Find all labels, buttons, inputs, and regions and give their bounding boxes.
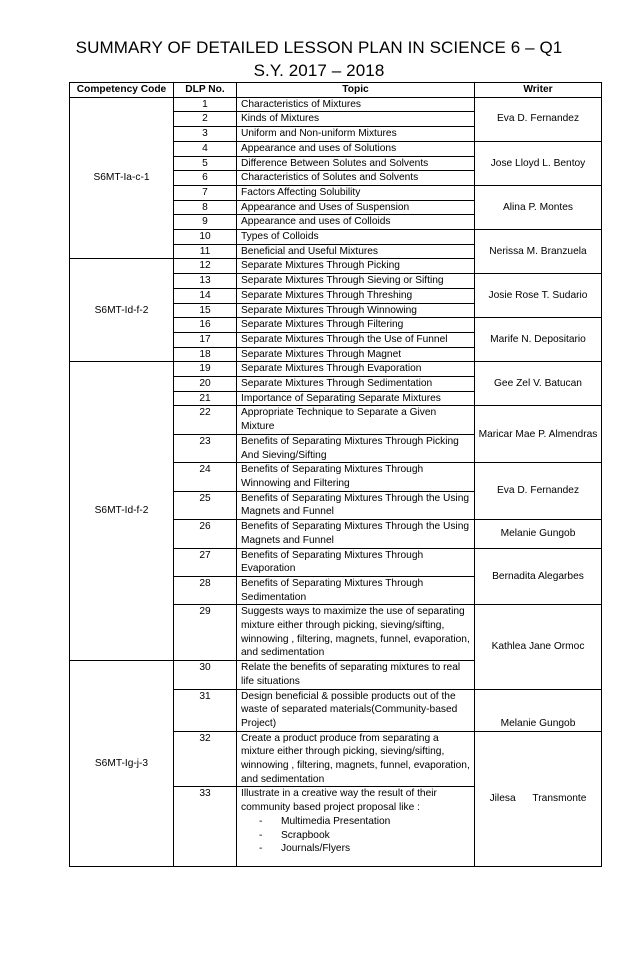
writer-cell: Jose Lloyd L. Bentoy	[475, 141, 602, 185]
dlp-number: 31	[174, 689, 237, 731]
topic-cell: Kinds of Mixtures	[237, 112, 475, 127]
writer-cell: Alina P. Montes	[475, 185, 602, 229]
topic-cell: Design beneficial & possible products out of the waste of separated materials(Community-based Project)	[237, 689, 475, 731]
writer-cell: Eva D. Fernandez	[475, 463, 602, 520]
topic-cell: Factors Affecting Solubility	[237, 185, 475, 200]
list-item: - Scrapbook	[259, 829, 330, 841]
project-output-list	[241, 815, 472, 856]
writer-cell: Marife N. Depositario	[475, 318, 602, 362]
dlp-number: 20	[174, 377, 237, 392]
dlp-number: 4	[174, 141, 237, 156]
topic-cell: Benefits of Separating Mixtures Through the Using Magnets and Funnel	[237, 491, 475, 519]
competency-code-cell: S6MT-Id-f-2	[70, 362, 174, 661]
table-row	[70, 362, 602, 377]
topic-cell: Separate Mixtures Through Filtering	[237, 318, 475, 333]
dlp-number: 18	[174, 347, 237, 362]
writer-cell: Bernadita Alegarbes	[475, 548, 602, 605]
dlp-number: 23	[174, 434, 237, 462]
header-competency-code: Competency Code	[70, 83, 174, 98]
dlp-number: 10	[174, 230, 237, 245]
dlp-number: 16	[174, 318, 237, 333]
list-item: - Multimedia Presentation	[259, 815, 391, 827]
topic-cell: Suggests ways to maximize the use of separating mixture either through picking, sieving/sifting, winnowing , filtering, magnets, funnel, evaporation, and sedimentation	[237, 605, 475, 661]
topic-cell: Appearance and Uses of Suspension	[237, 200, 475, 215]
list-dash: -	[259, 815, 263, 827]
list-dash: -	[259, 829, 263, 841]
topic-cell: Relate the benefits of separating mixtures to real life situations	[237, 661, 475, 689]
dlp-number: 6	[174, 171, 237, 186]
writer-cell: Melanie Gungob	[475, 689, 602, 731]
topic-cell: Separate Mixtures Through Sedimentation	[237, 377, 475, 392]
topic-cell: Benefits of Separating Mixtures Through Sedimentation	[237, 576, 475, 604]
topic-cell: Characteristics of Solutes and Solvents	[237, 171, 475, 186]
writer-cell: Kathlea Jane Ormoc	[475, 605, 602, 689]
topic-cell: Appearance and uses of Solutions	[237, 141, 475, 156]
dlp-number: 5	[174, 156, 237, 171]
dlp-number: 27	[174, 548, 237, 576]
dlp-number: 19	[174, 362, 237, 377]
dlp-number: 1	[174, 97, 237, 112]
dlp-number: 17	[174, 332, 237, 347]
writer-cell: Josie Rose T. Sudario	[475, 274, 602, 318]
topic-cell: Separate Mixtures Through Sieving or Sifting	[237, 274, 475, 289]
topic-text: Illustrate in a creative way the result of their community based project proposal like :	[241, 788, 437, 814]
dlp-number: 3	[174, 127, 237, 142]
competency-code-cell: S6MT-Ia-c-1	[70, 97, 174, 259]
topic-cell: Characteristics of Mixtures	[237, 97, 475, 112]
dlp-number: 25	[174, 491, 237, 519]
topic-cell: Uniform and Non-uniform Mixtures	[237, 127, 475, 142]
topic-cell: Benefits of Separating Mixtures Through Picking And Sieving/Sifting	[237, 434, 475, 462]
dlp-number: 32	[174, 731, 237, 787]
topic-cell: Separate Mixtures Through Magnet	[237, 347, 475, 362]
dlp-number: 14	[174, 288, 237, 303]
dlp-number: 30	[174, 661, 237, 689]
topic-cell: Separate Mixtures Through Evaporation	[237, 362, 475, 377]
writer-cell: Maricar Mae P. Almendras	[475, 406, 602, 463]
topic-cell: Importance of Separating Separate Mixtures	[237, 391, 475, 406]
header-topic: Topic	[237, 83, 475, 98]
topic-cell: Separate Mixtures Through Threshing	[237, 288, 475, 303]
dlp-number: 12	[174, 259, 237, 274]
dlp-number: 33	[174, 787, 237, 867]
topic-cell: Create a product produce from separating a mixture either through picking, sieving/sifting, winnowing , filtering, magnets, funnel, evaporation, and sedimentation	[237, 731, 475, 787]
topic-cell: Separate Mixtures Through Winnowing	[237, 303, 475, 318]
topic-cell: Separate Mixtures Through the Use of Funnel	[237, 332, 475, 347]
header-dlp-no: DLP No.	[174, 83, 237, 98]
writer-cell: Gee Zel V. Batucan	[475, 362, 602, 406]
dlp-number: 8	[174, 200, 237, 215]
dlp-number: 26	[174, 520, 237, 548]
topic-cell: Separate Mixtures Through Picking	[237, 259, 475, 274]
table-header-row	[70, 83, 602, 98]
document-title: SUMMARY OF DETAILED LESSON PLAN IN SCIENCE 6 – Q1	[75, 38, 563, 57]
writer-cell: Nerissa M. Branzuela	[475, 230, 602, 274]
dlp-number: 28	[174, 576, 237, 604]
dlp-number: 11	[174, 244, 237, 259]
dlp-number: 24	[174, 463, 237, 491]
dlp-number: 29	[174, 605, 237, 661]
dlp-number: 7	[174, 185, 237, 200]
topic-cell: Beneficial and Useful Mixtures	[237, 244, 475, 259]
writer-cell: Eva D. Fernandez	[475, 97, 602, 141]
topic-cell	[237, 787, 475, 867]
list-item: - Journals/Flyers	[259, 843, 351, 855]
writer-cell: Jilesa Transmonte	[475, 731, 602, 867]
school-year: S.Y. 2017 – 2018	[253, 61, 385, 80]
topic-cell: Difference Between Solutes and Solvents	[237, 156, 475, 171]
topic-cell: Types of Colloids	[237, 230, 475, 245]
list-dash: -	[259, 843, 263, 855]
dlp-number: 13	[174, 274, 237, 289]
topic-cell: Appropriate Technique to Separate a Given Mixture	[237, 406, 475, 434]
competency-code-cell: S6MT-Id-f-2	[70, 259, 174, 362]
topic-cell: Appearance and uses of Colloids	[237, 215, 475, 230]
dlp-number: 21	[174, 391, 237, 406]
dlp-number: 2	[174, 112, 237, 127]
competency-code-cell: S6MT-Ig-j-3	[70, 661, 174, 867]
writer-cell: Melanie Gungob	[475, 520, 602, 548]
table-row	[70, 97, 602, 112]
topic-cell: Benefits of Separating Mixtures Through the Using Magnets and Funnel	[237, 520, 475, 548]
dlp-number: 15	[174, 303, 237, 318]
topic-cell: Benefits of Separating Mixtures Through Winnowing and Filtering	[237, 463, 475, 491]
header-writer: Writer	[475, 83, 602, 98]
dlp-number: 22	[174, 406, 237, 434]
lesson-plan-table	[69, 82, 602, 867]
dlp-number: 9	[174, 215, 237, 230]
topic-cell: Benefits of Separating Mixtures Through Evaporation	[237, 548, 475, 576]
